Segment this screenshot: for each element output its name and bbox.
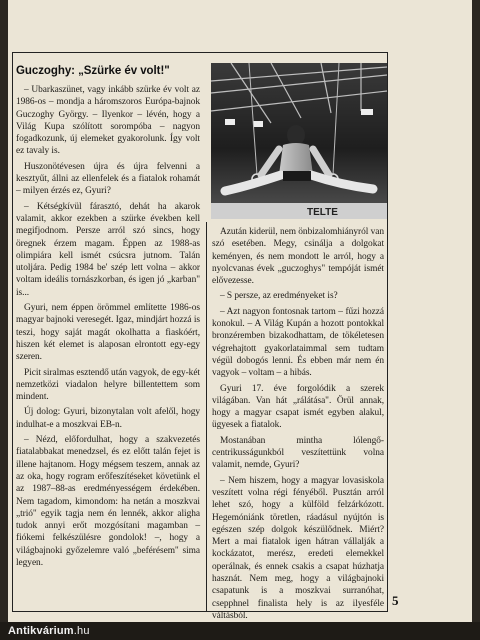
column-divider (206, 222, 207, 612)
gymnast-rings-photo (211, 63, 387, 219)
article-paragraph: – Kétségkívül fárasztó, dehát ha akarok valamit, akkor ezekben a szürke években kell megifjodnom. Persze arról szó sincs, hogy öregnek érzem magam. Éppen az 1988-as olimpiára kell ismét csúcsra jutnom. Talán utoljára. Pedig 1984 be' szép lett volna – akkor voltam ideális tornászkorban, és igen jó „karban" is... (16, 201, 200, 298)
article-paragraph: – Ubarkaszünet, vagy inkább szürke év volt az 1986-os – mondja a háromszoros Európa-bajnok Guczoghy György. – Ilyenkor – lévén, hogy a Világ Kupa szólított sorompóba – nagyon fogadkozunk, új elemeket gyakorolunk. Így volt ez tavaly is. (16, 85, 200, 157)
article-paragraph: – S persze, az eredményeket is? (220, 291, 338, 302)
article-headline: Guczoghy: „Szürke év volt!" (16, 65, 170, 77)
article-paragraph: Azután kiderül, nem önbizalomhiányról van szó esetében. Megy, csinálja a dolgokat keményen, és nem mondott le arról, hogy a nyolcvanas évek „guczoghys" tempóját ismét elővezesse. (212, 227, 384, 287)
article-paragraph: Gyuri 17. éve forgolódik a szerek világában. Van hát „rálátása". Örül annak, hogy a magyar csapat ismét egyben alakul, ügyesek a fiatalok. (212, 383, 384, 431)
article-paragraph: Huszonötévesen újra és újra felvenni a kesztyűt, állni az ellenfelek és a fiatalok rohamát – milyen érzés ez, Gyuri? (16, 161, 200, 197)
right-column (212, 226, 384, 621)
article-paragraph: – Nem hiszem, hogy a magyar lovasiskola veszített volna régi fényéből. Pusztán arról lehet szó, hogy a külföld felzárkózott. Hegemóniánk töretlen, ráadásul nyújtón is egészen szép dolgok készülődnek. Miért? Mert a mai fiatalok igen hátran vállalják a kockázatot, merész, eredeti elemekkel operálnak, és ennek csakis a csapat húzhatja hasznát. Nem meg, hogy a világbajnoki csapatunk is a moszkvai surranóhat, csepphnel finalista hely is az ilyesféle váltásból. (212, 475, 384, 621)
scoreboard-text: TELTE (307, 207, 338, 218)
article-paragraph: Gyuri, nem éppen örömmel említette 1986-os magyar bajnoki veresegét. Igaz, mindjárt hozzá is teszi, hogy saját magát okolhatta a fiaskóért, hiszen két elemet is alaposan elrontott egy-egy szeren. (16, 303, 200, 363)
article-paragraph: – Nézd, előfordulhat, hogy a szakvezetés fiatalabbakat menedzsel, és ez előtt talán fejet is illene hajtanom. Hogy mégsem teszem, annak az az oka, hogy rogram erőfeszítéseket követünk el az 1987–88-as eredményességem érdekében. Nem tagadom, kimondom: ha netán a moszkvai „trió" egyik tagja nem én lennék, akkor aligha tudok annyi erőt mozgósítani magamban – fiókemi felkészülésre gondolok! –, hogy a világbajnoki győzelemre való „beférésem" sima legyen. (16, 435, 200, 568)
article-paragraph: Új dolog: Gyuri, bizonytalan volt afelől, hogy indulhat-e a moszkvai EB-n. (16, 407, 200, 430)
watermark-suffix: .hu (73, 625, 90, 637)
watermark-brand: Antikvárium (8, 625, 74, 637)
article-paragraph: Picit siralmas esztendő után vagyok, de egy-két nemzetközi viadalon helyre billentettem som mindent. (16, 367, 200, 403)
page-number: 5 (392, 593, 399, 608)
gymnast-photo-illustration (211, 63, 387, 219)
watermark-bar (0, 622, 480, 640)
left-column (16, 64, 200, 609)
article-paragraph: Mostanában mintha lólengő-centrikusságunkból veszítettünk volna valamit, nemde, Gyuri? (212, 435, 384, 471)
article-paragraph: – Azt nagyon fontosnak tartom – fűzi hozzá konokul. – A Világ Kupán a hozott pontokkal bronzéremben bizakodhattam, de tökéletesen végrehajtott gyakorlataimmal sem tudtam végül dobogós lenni. És ebben már nem én vagyok – voltam – a hibás. (212, 306, 384, 379)
